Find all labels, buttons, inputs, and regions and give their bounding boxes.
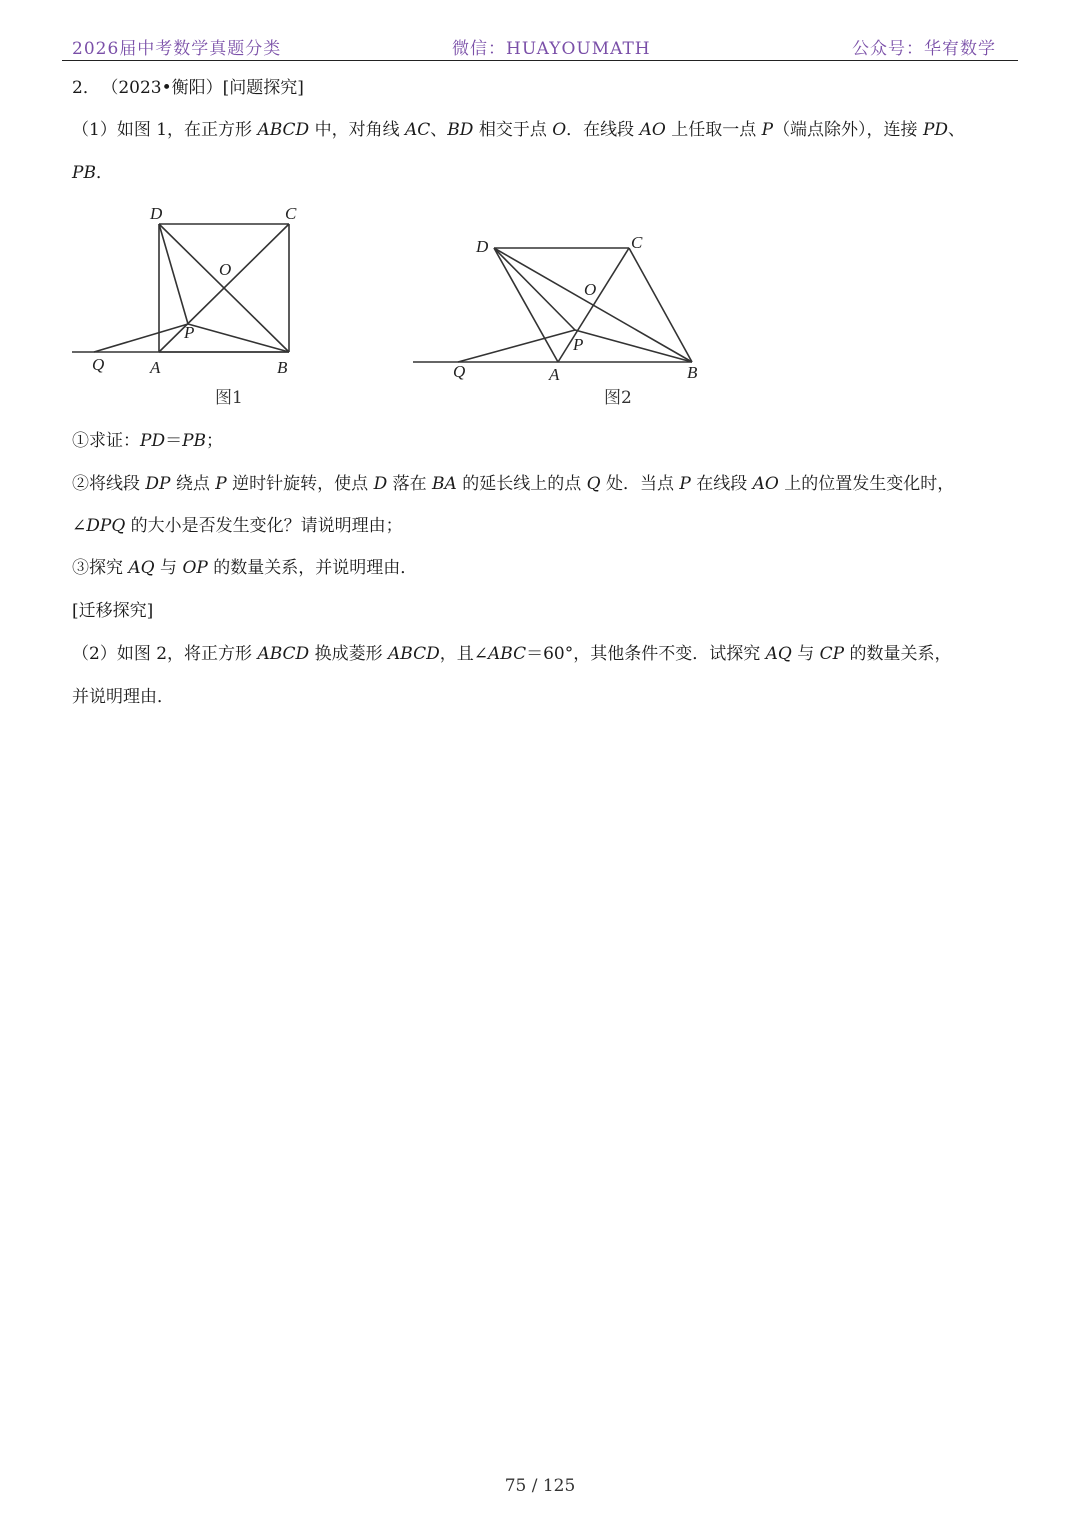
header-wechat: 微信：HUAYOUMATH xyxy=(452,39,651,59)
header-account: 公众号：华宥数学 xyxy=(852,39,996,59)
label-A: A xyxy=(150,358,161,377)
label-Q: Q xyxy=(92,355,105,374)
label-Q: Q xyxy=(453,362,466,381)
part1-text-line1: （1）如图 1，在正方形 ABCD 中，对角线 AC、BD 相交于点 O．在线段 AO 上任取一点 P（端点除外），连接 PD、 xyxy=(72,120,966,140)
header-title: 2026届中考数学真题分类 xyxy=(72,39,282,59)
label-A: A xyxy=(549,365,560,384)
problem-heading: 2． （2023•衡阳）[问题探究] xyxy=(72,78,304,98)
figure-2-caption: 图2 xyxy=(604,388,632,408)
label-O: O xyxy=(584,280,597,299)
label-B: B xyxy=(687,363,698,382)
label-C: C xyxy=(285,204,297,223)
side-CB xyxy=(629,248,692,362)
side-DA xyxy=(494,248,558,362)
segment-PQ xyxy=(458,330,575,362)
page-header xyxy=(62,30,1018,61)
label-B: B xyxy=(277,358,288,377)
label-O: O xyxy=(219,260,232,279)
label-D: D xyxy=(476,237,489,256)
figure-2-rhombus xyxy=(410,230,720,390)
transfer-title: [迁移探究] xyxy=(72,601,154,621)
segment-PD xyxy=(494,248,575,330)
question-3: ③探究 AQ 与 OP 的数量关系，并说明理由． xyxy=(72,558,418,578)
label-P: P xyxy=(573,335,584,354)
segment-PB xyxy=(575,330,692,362)
part2-text-line2: 并说明理由． xyxy=(72,687,174,707)
question-2-line1: ②将线段 DP 绕点 P 逆时针旋转，使点 D 落在 BA 的延长线上的点 Q 处．当点 P 在线段 AO 上的位置发生变化时， xyxy=(72,474,955,494)
figure-1-square xyxy=(70,200,310,380)
page-number: 75 / 125 xyxy=(504,1476,576,1496)
label-D: D xyxy=(150,204,163,223)
question-1: ①求证：PD＝PB； xyxy=(72,431,224,451)
question-2-line2: ∠DPQ 的大小是否发生变化？请说明理由； xyxy=(72,516,403,536)
label-P: P xyxy=(184,323,195,342)
part2-text-line1: （2）如图 2，将正方形 ABCD 换成菱形 ABCD，且∠ABC＝60°，其他条件不变．试探究 AQ 与 CP 的数量关系， xyxy=(72,644,952,664)
label-C: C xyxy=(631,233,643,252)
figure-1-caption: 图1 xyxy=(215,388,243,408)
diagonal-BD xyxy=(494,248,692,362)
part1-text-line2: PB． xyxy=(72,163,113,183)
